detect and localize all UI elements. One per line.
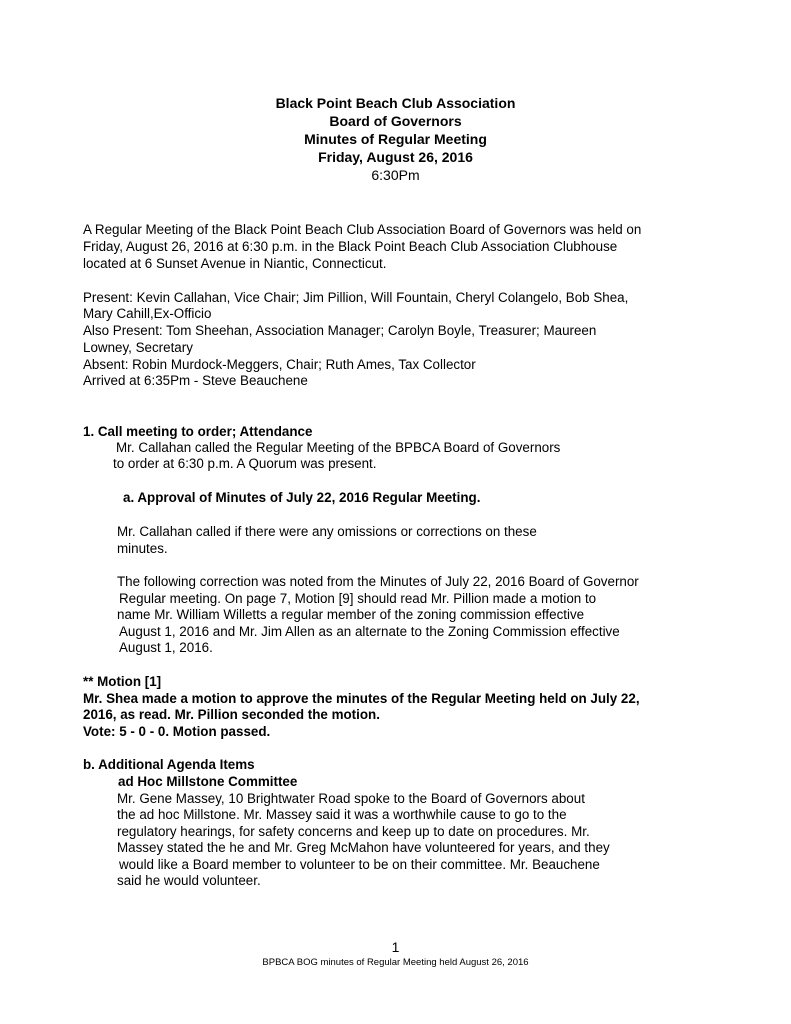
section-1b-heading: b. Additional Agenda Items (83, 757, 255, 772)
attendance-line: Lowney, Secretary (83, 340, 193, 355)
attendance-line: Also Present: Tom Sheehan, Association Manager; Carolyn Boyle, Treasurer; Maureen (83, 323, 597, 338)
section-1b-line: the ad hoc Millstone. Mr. Massey said it was a worthwhile cause to go to the (117, 807, 567, 822)
motion-line: 2016, as read. Mr. Pillion seconded the motion. (83, 707, 380, 722)
correction-line: Regular meeting. On page 7, Motion [9] should read Mr. Pillion made a motion to (119, 591, 597, 606)
attendance-line: Absent: Robin Murdock-Meggers, Chair; Ruth Ames, Tax Collector (83, 357, 476, 372)
section-1-line: to order at 6:30 p.m. A Quorum was present. (113, 456, 377, 471)
meeting-date: Friday, August 26, 2016 (318, 149, 473, 165)
correction-line: August 1, 2016 and Mr. Jim Allen as an alternate to the Zoning Commission effective (119, 624, 620, 639)
document-title: Minutes of Regular Meeting (304, 131, 487, 147)
correction-line: August 1, 2016. (119, 640, 213, 655)
section-1b-line: Massey stated the he and Mr. Greg McMahon have volunteered for years, and they (117, 840, 610, 855)
meeting-time: 6:30Pm (371, 167, 420, 183)
section-1a-line: minutes. (117, 541, 168, 556)
footer-text: BPBCA BOG minutes of Regular Meeting held August 26, 2016 (262, 957, 529, 968)
section-1b-line: Mr. Gene Massey, 10 Brightwater Road spoke to the Board of Governors about (117, 791, 585, 806)
board-name: Board of Governors (329, 113, 462, 129)
section-1-line: Mr. Callahan called the Regular Meeting of the BPBCA Board of Governors (116, 440, 561, 455)
attendance-line: Present: Kevin Callahan, Vice Chair; Jim Pillion, Will Fountain, Cheryl Colangelo, Bob Shea, (83, 290, 629, 305)
motion-vote: Vote: 5 - 0 - 0. Motion passed. (83, 724, 271, 739)
section-1b-subheading: ad Hoc Millstone Committee (118, 774, 298, 789)
correction-line: The following correction was noted from the Minutes of July 22, 2016 Board of Governor (117, 574, 639, 589)
section-1-heading: 1. Call meeting to order; Attendance (83, 424, 313, 439)
attendance-line: Arrived at 6:35Pm - Steve Beauchene (83, 373, 308, 388)
motion-line: Mr. Shea made a motion to approve the minutes of the Regular Meeting held on July 22, (83, 691, 640, 706)
intro-line: Friday, August 26, 2016 at 6:30 p.m. in the Black Point Beach Club Association Clubhouse (83, 239, 618, 254)
correction-line: name Mr. William Willetts a regular member of the zoning commission effective (117, 607, 585, 622)
org-name: Black Point Beach Club Association (275, 95, 516, 111)
section-1b-line: regulatory hearings, for safety concerns and keep up to date on procedures. Mr. (117, 824, 590, 839)
page-number: 1 (391, 939, 400, 955)
intro-line: A Regular Meeting of the Black Point Beach Club Association Board of Governors was held on (83, 222, 642, 237)
intro-line: located at 6 Sunset Avenue in Niantic, Connecticut. (83, 256, 387, 271)
section-1b-line: would like a Board member to volunteer to be on their committee. Mr. Beauchene (119, 857, 600, 872)
section-1a-line: Mr. Callahan called if there were any omissions or corrections on these (117, 524, 537, 539)
attendance-line: Mary Cahill,Ex-Officio (83, 306, 212, 321)
section-1b-line: said he would volunteer. (117, 873, 261, 888)
section-1a-heading: a. Approval of Minutes of July 22, 2016 Regular Meeting. (123, 490, 481, 505)
motion-label: ** Motion [1] (83, 674, 162, 689)
